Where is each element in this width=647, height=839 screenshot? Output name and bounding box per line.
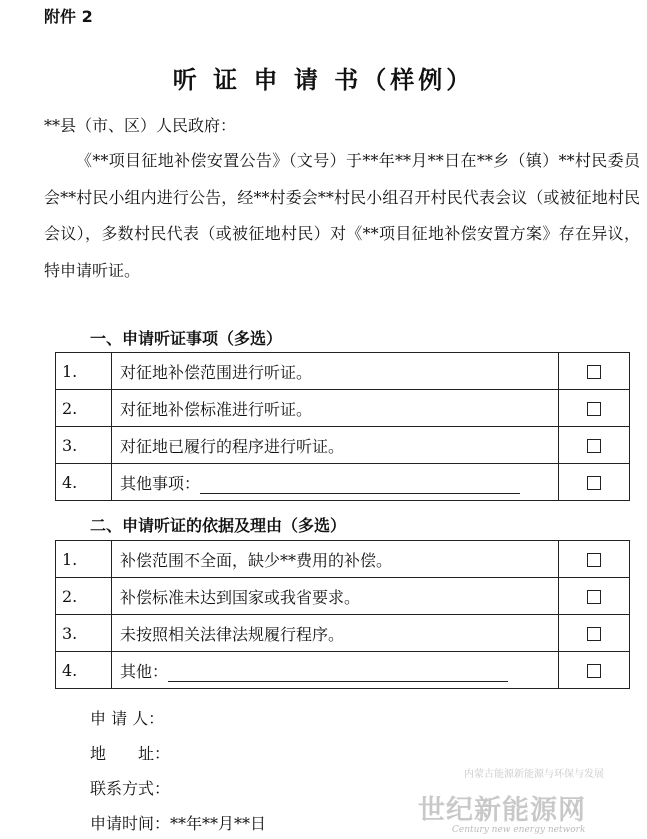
row-checkbox[interactable] <box>559 652 630 689</box>
addressee: **县（市、区）人民政府： <box>44 116 237 135</box>
table-row <box>56 427 630 464</box>
row-number: 2. <box>56 390 112 427</box>
table-row <box>56 541 630 578</box>
other-blank-line[interactable] <box>168 665 508 682</box>
row-number: 1. <box>56 541 112 578</box>
row-number: 4. <box>56 652 112 689</box>
row-text: 对征地已履行的程序进行听证。 <box>112 427 559 464</box>
watermark-logo: 世纪新能源网 <box>418 795 586 826</box>
row-number: 2. <box>56 578 112 615</box>
row-text: 未按照相关法律法规履行程序。 <box>112 615 559 652</box>
row-text: 补偿标准未达到国家或我省要求。 <box>112 578 559 615</box>
row-checkbox[interactable] <box>559 541 630 578</box>
row-checkbox[interactable] <box>559 390 630 427</box>
watermark-top-line: 内蒙古能源新能源与环保与发展 <box>464 769 604 780</box>
checkbox-icon[interactable] <box>587 402 601 416</box>
row-number: 3. <box>56 427 112 464</box>
table-row <box>56 652 630 689</box>
row-checkbox[interactable] <box>559 427 630 464</box>
row-text: 对征地补偿标准进行听证。 <box>112 390 559 427</box>
row-number: 1. <box>56 353 112 390</box>
section1-table <box>55 352 630 501</box>
checkbox-icon[interactable] <box>587 365 601 379</box>
row-text: 补偿范围不全面，缺少**费用的补偿。 <box>112 541 559 578</box>
date-label: 申请时间：**年**月**日 <box>90 814 267 833</box>
checkbox-icon[interactable] <box>587 553 601 567</box>
section1-heading: 一、申请听证事项（多选） <box>90 329 283 348</box>
section2-heading: 二、申请听证的依据及理由（多选） <box>90 516 347 535</box>
checkbox-icon[interactable] <box>587 590 601 604</box>
checkbox-icon[interactable] <box>587 664 601 678</box>
row-checkbox[interactable] <box>559 353 630 390</box>
row-number: 4. <box>56 464 112 501</box>
row-number: 3. <box>56 615 112 652</box>
row-text-other <box>112 464 559 501</box>
applicant-label: 申 请 人： <box>90 709 165 728</box>
other-label: 其他事项： <box>120 473 201 493</box>
section2-table <box>55 540 630 689</box>
row-checkbox[interactable] <box>559 464 630 501</box>
checkbox-icon[interactable] <box>587 627 601 641</box>
row-text-other <box>112 652 559 689</box>
body-paragraph: 《**项目征地补偿安置公告》（文号）于**年**月**日在**乡（镇）**村民委员会**村民小组内进行公告，经**村委会**村民小组召开村民代表会议（或被征地村民会议），多数村民代表（或被征地村民）对《**项目征地补偿安置方案》存在异议，特申请听证。 <box>44 151 640 280</box>
watermark-english: Century new energy network <box>452 825 586 835</box>
table-row <box>56 464 630 501</box>
other-label: 其他： <box>120 661 169 681</box>
page-title: 听 证 申 请 书（样例） <box>172 65 475 94</box>
checkbox-icon[interactable] <box>587 476 601 490</box>
contact-label: 联系方式： <box>90 779 171 798</box>
address-label: 地 址： <box>90 744 171 763</box>
table-row <box>56 578 630 615</box>
table-row <box>56 615 630 652</box>
attachment-label: 附件 2 <box>44 7 93 26</box>
table-row <box>56 390 630 427</box>
other-blank-line[interactable] <box>200 477 520 494</box>
checkbox-icon[interactable] <box>587 439 601 453</box>
row-text: 对征地补偿范围进行听证。 <box>112 353 559 390</box>
row-checkbox[interactable] <box>559 615 630 652</box>
table-row <box>56 353 630 390</box>
row-checkbox[interactable] <box>559 578 630 615</box>
